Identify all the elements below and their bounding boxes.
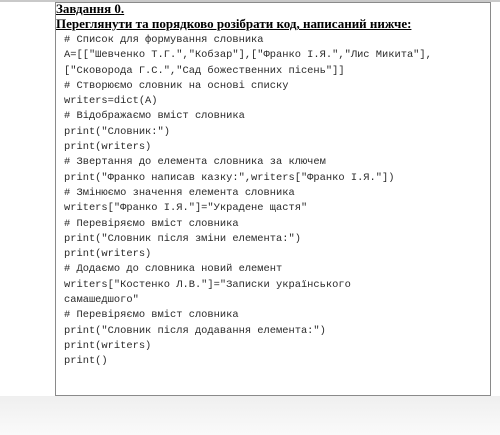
code-line: print("Словник:") [64, 125, 171, 138]
page-bottom-shade [0, 396, 500, 435]
code-line: writers=dict(A) [64, 95, 158, 108]
code-line: # Звертання до елемента словника за ключем [64, 156, 326, 169]
code-line: # Відображаємо вміст словника [64, 110, 245, 123]
task-title: Завдання 0. [56, 1, 125, 16]
code-line: print("Словник після зміни елемента:") [64, 232, 301, 245]
code-line: самашедшого" [64, 294, 139, 307]
code-line: print("Словник після додавання елемента:") [64, 324, 326, 337]
code-line: writers["Франко І.Я."]="Украдене щастя" [64, 202, 308, 215]
code-line: A=[["Шевченко Т.Г.","Кобзар"],["Франко І.Я.","Лис Микита"], [64, 49, 432, 62]
code-line: print(writers) [64, 339, 152, 352]
task-instruction: Переглянути та порядково розібрати код, написаний нижче: [56, 16, 412, 31]
code-line: # Перевіряємо вміст словника [64, 309, 239, 322]
code-block [64, 33, 432, 370]
code-line: # Додаємо до словника новий елемент [64, 263, 283, 276]
code-line: # Змінюємо значення елемента словника [64, 186, 295, 199]
code-line: ["Сковорода Г.С.","Сад божественних пісень"]] [64, 64, 345, 77]
code-line: # Перевіряємо вміст словника [64, 217, 239, 230]
code-line: writers["Костенко Л.В."]="Записки українського [64, 278, 351, 291]
code-line: print(writers) [64, 248, 152, 261]
code-line: print() [64, 355, 108, 368]
code-line: print(writers) [64, 141, 152, 154]
code-line: # Створюємо словник на основі списку [64, 79, 289, 92]
code-line: print("Франко написав казку:",writers["Франко І.Я."]) [64, 171, 395, 184]
code-line: # Список для формування словника [64, 34, 264, 46]
